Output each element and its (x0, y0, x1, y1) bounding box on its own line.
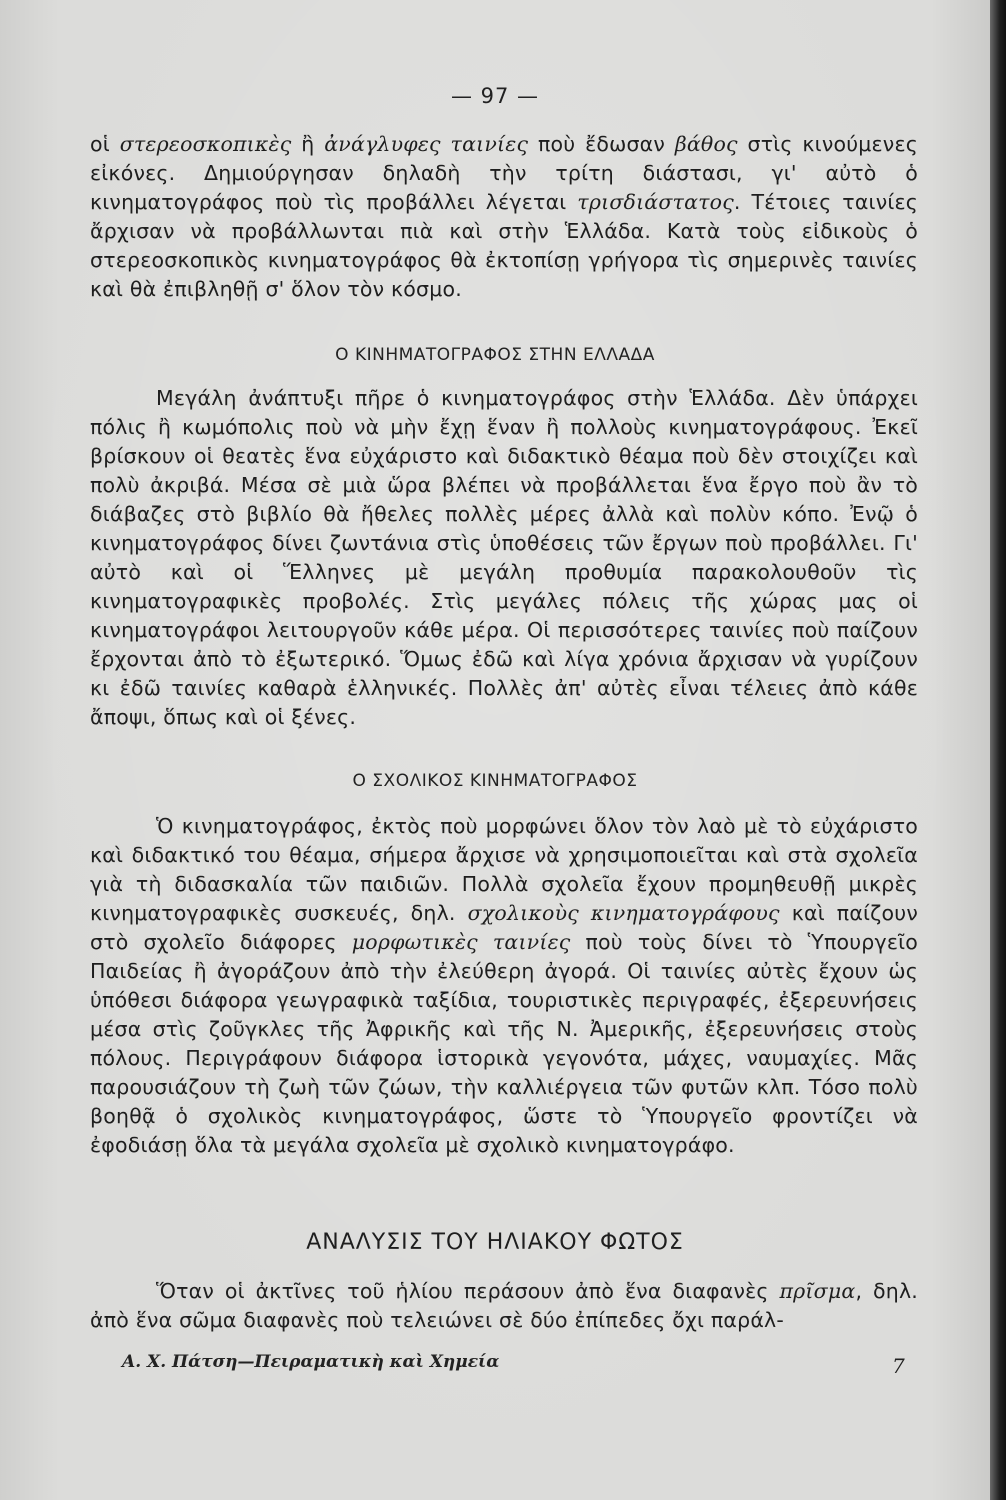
intro-emphasis-3: βάθος (674, 132, 738, 156)
sunlight-text-2: , δηλ. ἀπὸ ἕνα σῶμα διαφανὲς ποὺ τελειώνει σὲ δύο ἐπίπεδες ὄχι παράλ- (90, 1279, 918, 1332)
sunlight-text-1: Ὅταν οἱ ἀκτῖνες τοῦ ἡλίου περάσουν ἀπὸ ἕνα διαφανὲς (156, 1279, 780, 1303)
intro-emphasis-2: ἀνάγλυφες ταινίες (324, 132, 529, 156)
school-text-2: καὶ παίζουν στὸ σχολεῖο διάφορες (90, 901, 918, 954)
intro-emphasis-4: τρισδιάστατος (577, 190, 734, 214)
intro-text-1: οἱ (90, 132, 120, 156)
footer-source: Α. Χ. Πάτση—Πειραματικὴ καὶ Χημεία (122, 1352, 500, 1372)
section-sunlight-paragraph (90, 1277, 918, 1335)
section-heading-school-cinema: Ο ΣΧΟΛΙΚΟΣ ΚΙΝΗΜΑΤΟΓΡΑΦΟΣ (352, 771, 638, 791)
school-emphasis-1: σχολικοὺς κινηματογράφους (467, 901, 780, 925)
section-heading-cinema-greece: Ο ΚΙΝΗΜΑΤΟΓΡΑΦΟΣ ΣΤΗΝ ΕΛΛΑΔΑ (335, 345, 655, 365)
intro-text-3: ποὺ ἔδωσαν (528, 132, 675, 156)
sunlight-emphasis-1: πρῖσμα (779, 1279, 856, 1303)
intro-emphasis-1: στερεοσκοπικὲς (119, 132, 292, 156)
school-emphasis-2: μορφωτικὲς ταινίες (351, 930, 571, 954)
section-school-cinema-paragraph (90, 812, 918, 1160)
intro-text-5: . Τέτοιες ταινίες ἄρχισαν νὰ προβάλλωνται πιὰ καὶ στὴν Ἑλλάδα. Κατὰ τοὺς εἰδικοὺς ὁ στερεοσκοπικὸς κινηματογράφος θὰ ἐκτοπίσῃ γρήγορα τὶς σημερινὲς ταινίες καὶ θὰ ἐπιβληθῇ σ' ὅλον τὸν κόσμο. (90, 190, 918, 301)
page-number: — 97 — (450, 84, 540, 108)
school-text-1: Ὁ κινηματογράφος, ἐκτὸς ποὺ μορφώνει ὅλον τὸν λαὸ μὲ τὸ εὐχάριστο καὶ διδακτικό του θέαμα, σήμερα ἄρχισε νὰ χρησιμοποιεῖται καὶ στὰ σχολεῖα γιὰ τὴ διδασκαλία τῶν παιδιῶν. Πολλὰ σχολεῖα ἔχουν προμηθευθῇ μικρὲς κινηματογραφικὲς συσκευές, δηλ. (90, 814, 918, 925)
intro-text-2: ἢ (291, 132, 325, 156)
footer-signature-mark: 7 (892, 1354, 905, 1378)
intro-text-4: στὶς κινούμενες εἰκόνες. Δημιούργησαν δηλαδὴ τὴν τρίτη διάστασι, γι' αὐτὸ ὁ κινηματογράφος ποὺ τὶς προβάλλει λέγεται (90, 132, 918, 214)
school-text-3: ποὺ τοὺς δίνει τὸ Ὑπουργεῖο Παιδείας ἢ ἀγοράζουν ἀπὸ τὴν ἐλεύθερη ἀγορά. Οἱ ταινίες αὐτὲς ἔχουν ὡς ὑπόθεσι διάφορα γεωγραφικὰ ταξίδια, τουριστικὲς περιγραφές, ἐξερευνήσεις μέσα στὶς ζοῦγκλες τῆς Ἀφρικῆς καὶ τῆς Ν. Ἀμερικῆς, ἐξερευνήσεις στοὺς πόλους. Περιγράφουν διάφορα ἱστορικὰ γεγονότα, μάχες, ναυμαχίες. Μᾶς παρουσιάζουν τὴ ζωὴ τῶν ζώων, τὴν καλλιέργεια τῶν φυτῶν κλπ. Τόσο πολὺ βοηθᾷ ὁ σχολικὸς κινηματογράφος, ὥστε τὸ Ὑπουργεῖο φροντίζει νὰ ἐφοδιάσῃ ὅλα τὰ μεγάλα σχολεῖα μὲ σχολικὸ κινηματογράφο. (90, 930, 918, 1157)
intro-paragraph (90, 130, 918, 304)
section-cinema-greece-paragraph (90, 384, 918, 732)
section-heading-sunlight-analysis: ΑΝΑΛΥΣΙΣ ΤΟΥ ΗΛΙΑΚΟΥ ΦΩΤΟΣ (306, 1230, 684, 1255)
page-edge-shadow (990, 0, 1006, 1500)
section-cinema-greece-text: Μεγάλη ἀνάπτυξι πῆρε ὁ κινηματογράφος στὴν Ἑλλάδα. Δὲν ὑπάρχει πόλις ἢ κωμόπολις ποὺ νὰ μὴν ἔχῃ ἕναν ἢ πολλοὺς κινηματογράφους. Ἐκεῖ βρίσκουν οἱ θεατὲς ἕνα εὐχάριστο καὶ διδακτικὸ θέαμα ποὺ δὲν στοιχίζει καὶ πολὺ ἀκριβά. Μέσα σὲ μιὰ ὥρα βλέπει νὰ προβάλλεται ἕνα ἔργο ποὺ ἂν τὸ διάβαζες στὸ βιβλίο θὰ ἤθελες πολλὲς μέρες ἀλλὰ καὶ πολὺν κόπο. Ἐνῷ ὁ κινηματογράφος δίνει ζωντάνια στὶς ὑποθέσεις τῶν ἔργων ποὺ προβάλλει. Γι' αὐτὸ καὶ οἱ Ἕλληνες μὲ μεγάλη προθυμία παρακολουθοῦν τὶς κινηματογραφικὲς προβολές. Στὶς μεγάλες πόλεις τῆς χώρας μας οἱ κινηματογράφοι λειτουργοῦν κάθε μέρα. Οἱ περισσότερες ταινίες ποὺ παίζουν ἔρχονται ἀπὸ τὸ ἐξωτερικό. Ὅμως ἐδῶ καὶ λίγα χρόνια ἄρχισαν νὰ γυρίζουν κι ἐδῶ ταινίες καθαρὰ ἑλληνικές. Πολλὲς ἀπ' αὐτὲς εἶναι τέλειες ἀπὸ κάθε ἄποψι, ὅπως καὶ οἱ ξένες. (90, 386, 918, 729)
